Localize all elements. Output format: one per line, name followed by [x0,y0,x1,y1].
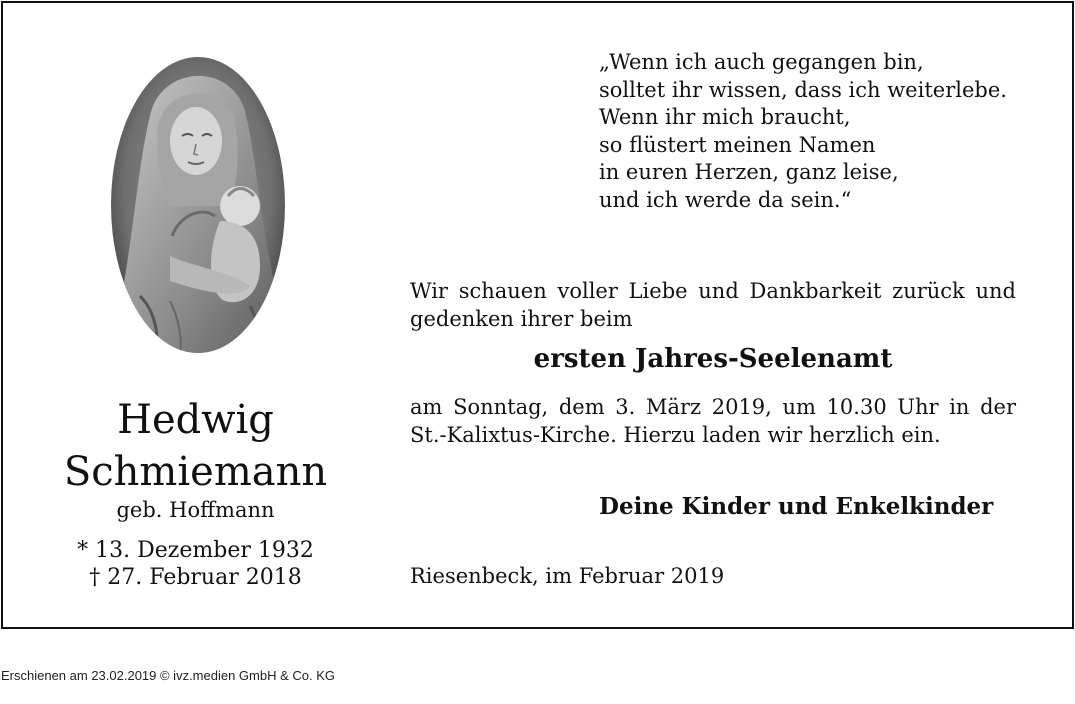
birth-date: * 13. Dezember 1932 [77,538,314,563]
service-paragraph: am Sonntag, dem 3. März 2019, um 10.30 Uhr in der St.-Kalixtus-Kirche. Hierzu laden wir herzlich ein. [410,395,1016,447]
madonna-relief-image [110,56,286,354]
quote-line: „Wenn ich auch gegangen bin, [599,50,924,74]
death-date: † 27. Februar 2018 [89,565,302,590]
intro-paragraph: Wir schauen voller Liebe und Dankbarkeit zurück und gedenken ihrer beim [410,279,1016,331]
maiden-name: geb. Hoffmann [116,498,275,522]
deceased-last-name: Schmiemann [63,449,328,495]
quote-line: so flüstert meinen Namen [599,132,876,157]
quote-line: Wenn ihr mich braucht, [599,105,851,129]
obituary-card [1,1,1074,629]
publication-footer: Erschienen am 23.02.2019 © ivz.medien GmbH & Co. KG [1,668,336,683]
place-date: Riesenbeck, im Februar 2019 [410,564,725,588]
quote-line: und ich werde da sein.“ [599,187,852,212]
mass-heading: ersten Jahres-Seelenamt [533,344,893,374]
signature: Deine Kinder und Enkelkinder [599,493,994,520]
quote-line: solltet ihr wissen, dass ich weiterlebe. [599,77,1007,102]
memorial-quote [599,49,1007,214]
deceased-first-name: Hedwig [117,397,274,443]
quote-line: in euren Herzen, ganz leise, [599,160,899,184]
